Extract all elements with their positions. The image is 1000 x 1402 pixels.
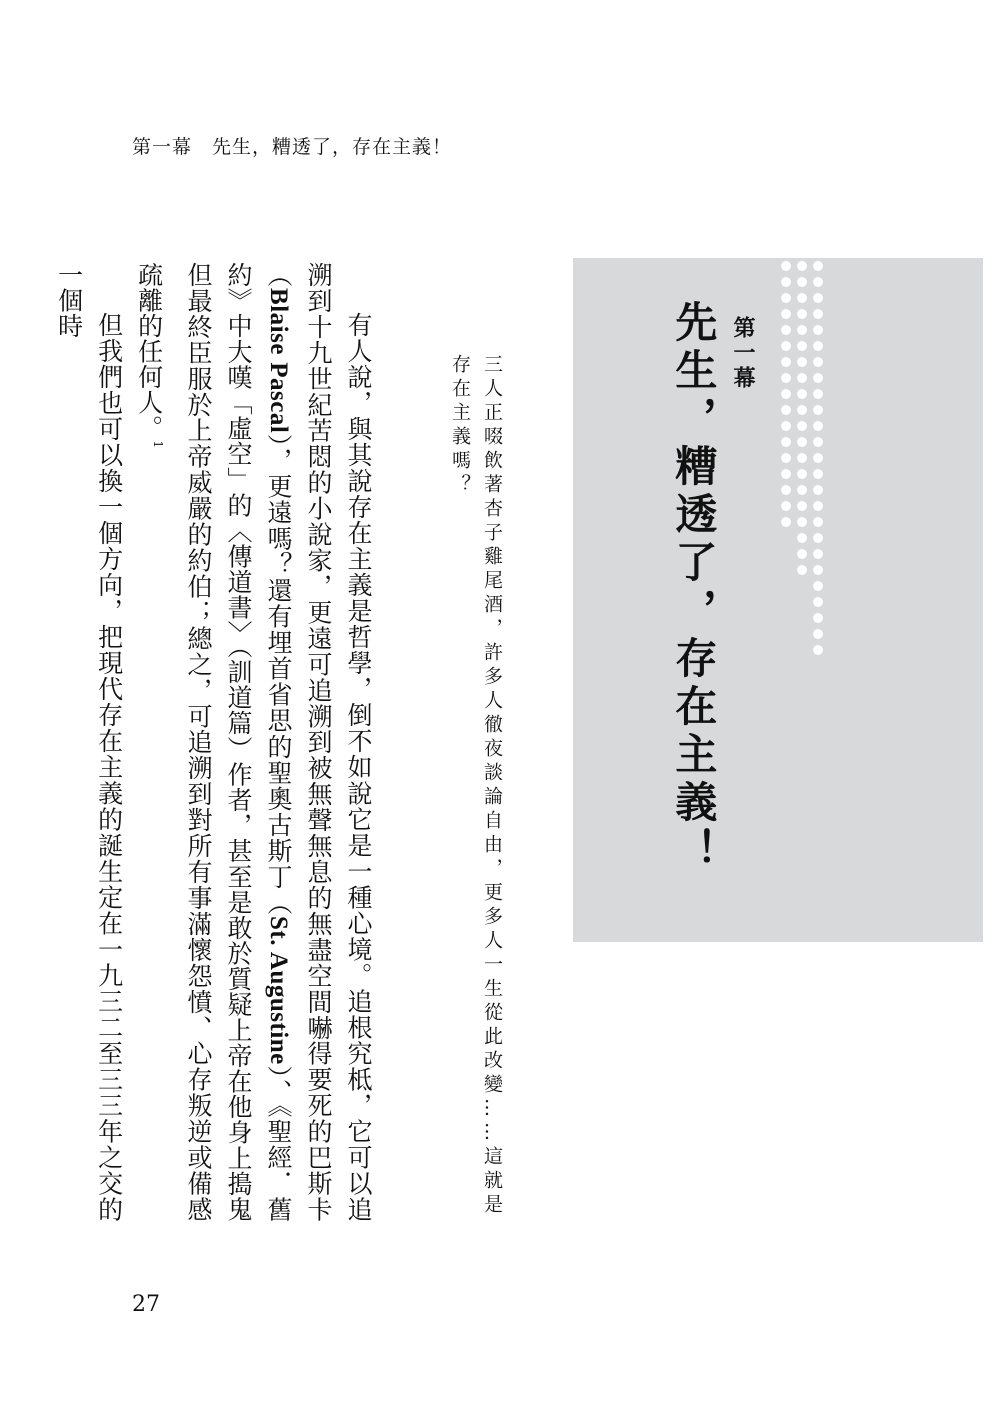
decorative-dot	[813, 437, 823, 447]
decorative-dot	[813, 373, 823, 383]
decorative-dot	[813, 341, 823, 351]
decorative-dot	[813, 501, 823, 511]
decorative-dot	[813, 277, 823, 287]
decorative-dot	[797, 373, 807, 383]
decorative-dot	[813, 325, 823, 335]
decorative-dot	[813, 405, 823, 415]
decorative-dot	[813, 389, 823, 399]
decorative-dot	[781, 485, 791, 495]
decorative-dot	[781, 421, 791, 431]
decorative-dot	[813, 469, 823, 479]
decorative-dot	[813, 517, 823, 527]
body-text	[54, 262, 378, 1223]
decorative-dot	[813, 581, 823, 591]
decorative-dot	[813, 485, 823, 495]
decorative-dot	[797, 293, 807, 303]
decorative-dot	[797, 341, 807, 351]
decorative-dot	[813, 357, 823, 367]
decorative-dot	[813, 421, 823, 431]
decorative-dot	[797, 309, 807, 319]
decorative-dot	[797, 501, 807, 511]
decorative-dot	[813, 453, 823, 463]
decorative-dot	[797, 437, 807, 447]
paragraph: 但我們也可以換一個方向，把現代存在主義的誕生定在一九三二至三三年之交的一個時	[54, 262, 124, 1222]
decorative-dot	[781, 405, 791, 415]
decorative-dot	[797, 549, 807, 559]
running-head: 第一幕 先生，糟透了，存在主義！	[132, 136, 453, 158]
decorative-dot	[781, 341, 791, 351]
decorative-dot	[797, 421, 807, 431]
decorative-dot	[781, 261, 791, 271]
chapter-intro: 三人正啜飲著杏子雞尾酒，許多人徹夜談論自由，更多人一生從此改變……這就是存在主義嗎？	[449, 354, 503, 1218]
paragraph-text: ），更遠嗎？還有埋首省思的聖奧古斯丁（	[264, 433, 293, 917]
paragraph	[129, 262, 378, 1222]
decorative-dot	[797, 565, 807, 575]
decorative-dot	[797, 517, 807, 527]
paragraph-text: 有人說，與其說存在主義是哲學，倒不如說它是一種心境。追根究柢，它可以追溯到十九世紀苦悶的小說家，更遠可追溯到被無聲無息的無盡空間嚇得要死的巴斯卡（	[264, 262, 373, 1222]
decorative-dot	[797, 357, 807, 367]
decorative-dot	[797, 389, 807, 399]
decorative-dot	[813, 645, 823, 655]
decorative-dot	[813, 533, 823, 543]
decorative-dot-pattern	[778, 260, 828, 670]
decorative-dot	[781, 277, 791, 287]
decorative-dot	[813, 613, 823, 623]
decorative-dot	[797, 261, 807, 271]
decorative-dot	[813, 293, 823, 303]
decorative-dot	[813, 549, 823, 559]
decorative-dot	[813, 629, 823, 639]
latin-name: Blaise Pascal	[265, 288, 292, 434]
paragraph-text: ）、《聖經．舊約》中大嘆「虛空」的〈傳道書〉（訓道篇）作者，甚至是敢於質疑上帝在他身上搗鬼但最終臣服於上帝威嚴的約伯；總之，可追溯到對所有事滿懷怨憤、心存叛逆或備感疏離的任何人。	[134, 262, 293, 1223]
decorative-dot	[813, 261, 823, 271]
footnote-marker: 1	[151, 440, 165, 449]
decorative-dot	[781, 389, 791, 399]
decorative-dot	[813, 309, 823, 319]
decorative-dot	[781, 325, 791, 335]
decorative-dot	[781, 293, 791, 303]
chapter-title: 先生，糟透了，存在主義！	[669, 300, 719, 876]
decorative-dot	[797, 533, 807, 543]
decorative-dot	[781, 469, 791, 479]
decorative-dot	[797, 485, 807, 495]
decorative-dot	[781, 453, 791, 463]
chapter-label: 第一幕	[730, 316, 756, 391]
page-number: 27	[132, 1292, 160, 1317]
decorative-dot	[797, 277, 807, 287]
decorative-dot	[813, 597, 823, 607]
decorative-dot	[781, 309, 791, 319]
decorative-dot	[813, 565, 823, 575]
decorative-dot	[797, 469, 807, 479]
decorative-dot	[781, 437, 791, 447]
latin-name: St. Augustine	[265, 916, 292, 1065]
decorative-dot	[781, 373, 791, 383]
decorative-dot	[781, 517, 791, 527]
decorative-dot	[797, 325, 807, 335]
decorative-dot	[797, 405, 807, 415]
decorative-dot	[797, 453, 807, 463]
decorative-dot	[781, 357, 791, 367]
decorative-dot	[781, 501, 791, 511]
